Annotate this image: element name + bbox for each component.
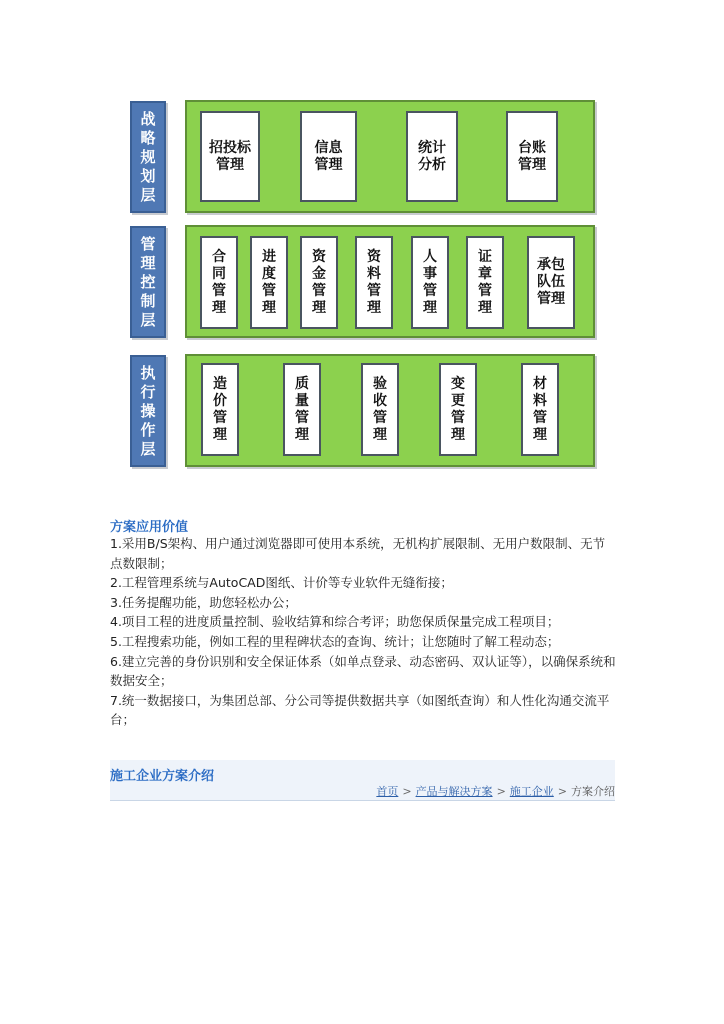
breadcrumb-separator: >	[557, 785, 567, 798]
box-personnel: 人事管理	[411, 236, 449, 329]
layer-label-strategy	[130, 101, 166, 213]
layer-band-strategy	[185, 100, 595, 213]
intro-title: 施工企业方案介绍	[110, 769, 215, 784]
breadcrumb-current: 方案介绍	[571, 785, 615, 798]
box-contract: 合同管理	[200, 236, 238, 329]
box-progress: 进度管理	[250, 236, 288, 329]
breadcrumb-products-link[interactable]: 产品与解决方案	[415, 785, 493, 798]
layer-label-execution	[130, 355, 166, 467]
box-contractors: 承包队伍管理	[527, 236, 575, 329]
layer-band-execution	[185, 354, 595, 467]
box-acceptance: 验收管理	[361, 363, 399, 456]
layer-label-control	[130, 226, 166, 338]
breadcrumb	[376, 783, 615, 799]
breadcrumb-construction-link[interactable]: 施工企业	[509, 785, 554, 798]
breadcrumb-separator: >	[496, 785, 506, 798]
box-change: 变更管理	[439, 363, 477, 456]
box-funds: 资金管理	[300, 236, 338, 329]
intro-bar	[110, 760, 615, 801]
box-statistics: 统计分析	[406, 111, 458, 202]
value-item: 6.建立完善的身份识别和安全保证体系（如单点登录、动态密码、双认证等），以确保系统和数据安全；	[110, 653, 616, 689]
value-item: 3.任务提醒功能，助您轻松办公；	[110, 594, 297, 610]
box-cost: 造价管理	[201, 363, 239, 456]
box-bidding: 招投标管理	[200, 111, 260, 202]
value-item: 5.工程搜索功能，例如工程的里程碑状态的查询、统计；让您随时了解工程动态；	[110, 633, 560, 649]
box-certificates: 证章管理	[466, 236, 504, 329]
value-item: 2.工程管理系统与AutoCAD图纸、计价等专业软件无缝衔接；	[110, 575, 453, 591]
value-item: 1.采用B/S架构、用户通过浏览器即可使用本系统，无机构扩展限制、无用户数限制、无节点数限制；	[110, 536, 606, 571]
value-list	[110, 534, 616, 730]
value-item: 7.统一数据接口，为集团总部、分公司等提供数据共享（如图纸查询）和人性化沟通交流平台；	[110, 692, 610, 728]
breadcrumb-home-link[interactable]: 首页	[376, 785, 399, 798]
box-ledger: 台账管理	[506, 111, 558, 202]
box-materials: 材料管理	[521, 363, 559, 456]
layer-band-control	[185, 225, 595, 338]
box-documents: 资料管理	[355, 236, 393, 329]
box-information: 信息管理	[300, 111, 357, 202]
layer-label-text: 执行操作层	[140, 363, 156, 458]
layer-label-text: 战略规划层	[140, 109, 156, 204]
layer-label-text: 管理控制层	[140, 234, 156, 329]
value-section-title: 方案应用价值	[110, 520, 189, 535]
box-quality: 质量管理	[283, 363, 321, 456]
value-item: 4.项目工程的进度质量控制、验收结算和综合考评；助您保质保量完成工程项目；	[110, 614, 560, 630]
breadcrumb-separator: >	[402, 785, 412, 798]
